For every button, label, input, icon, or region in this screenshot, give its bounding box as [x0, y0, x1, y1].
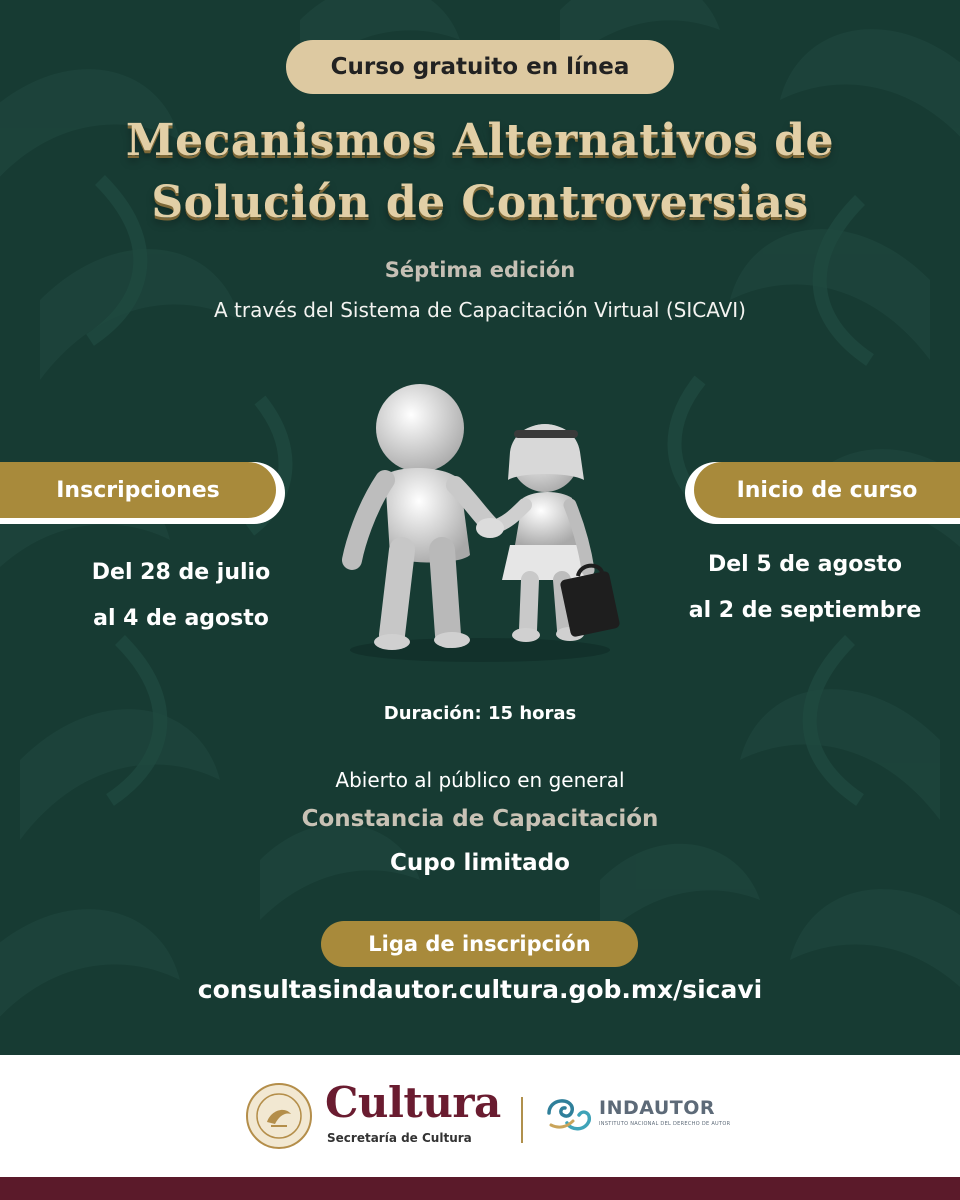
course-duration: Duración: 15 horas [383, 703, 577, 724]
indautor-brand: INDAUTOR [599, 1097, 716, 1119]
cultura-brand: Cultura [325, 1078, 501, 1127]
capacity-text: Cupo limitado [390, 850, 570, 876]
course-title-line-1: Mecanismos Alternativos de [125, 115, 835, 166]
course-title [40, 110, 920, 234]
footer-bar [0, 1177, 960, 1200]
course-start-tab [685, 462, 960, 524]
course-start-date-start: Del 5 de agosto [707, 552, 903, 577]
edition-label: Séptima edición [384, 258, 576, 282]
registration-date-end: al 4 de agosto [93, 606, 269, 631]
platform-text: A través del Sistema de Capacitación Virtual (SICAVI) [214, 298, 746, 322]
indautor-logo-icon [545, 1093, 593, 1135]
registration-url[interactable]: consultasindautor.cultura.gob.mx/sicavi [197, 975, 763, 1004]
registration-label: Inscripciones [0, 462, 276, 518]
course-start-label: Inicio de curso [694, 462, 960, 518]
registration-date-start: Del 28 de julio [91, 560, 271, 585]
course-start-dates [655, 542, 955, 634]
course-title-line-2: Solución de Controversias [151, 177, 809, 228]
registration-dates [50, 550, 312, 642]
free-online-course-badge: Curso gratuito en línea [286, 40, 674, 94]
audience-text: Abierto al público en general [335, 768, 625, 792]
registration-link-label: Liga de inscripción [321, 921, 638, 967]
handshake-figures-illustration [330, 380, 640, 675]
cultura-brand-subtitle: Secretaría de Cultura [327, 1131, 472, 1145]
national-seal-icon [245, 1082, 313, 1150]
registration-tab [0, 462, 285, 524]
footer-divider [521, 1097, 523, 1143]
course-start-date-end: al 2 de septiembre [688, 598, 922, 623]
certificate-text: Constancia de Capacitación [301, 806, 659, 832]
indautor-brand-subtitle: INSTITUTO NACIONAL DEL DERECHO DE AUTOR [599, 1121, 731, 1127]
